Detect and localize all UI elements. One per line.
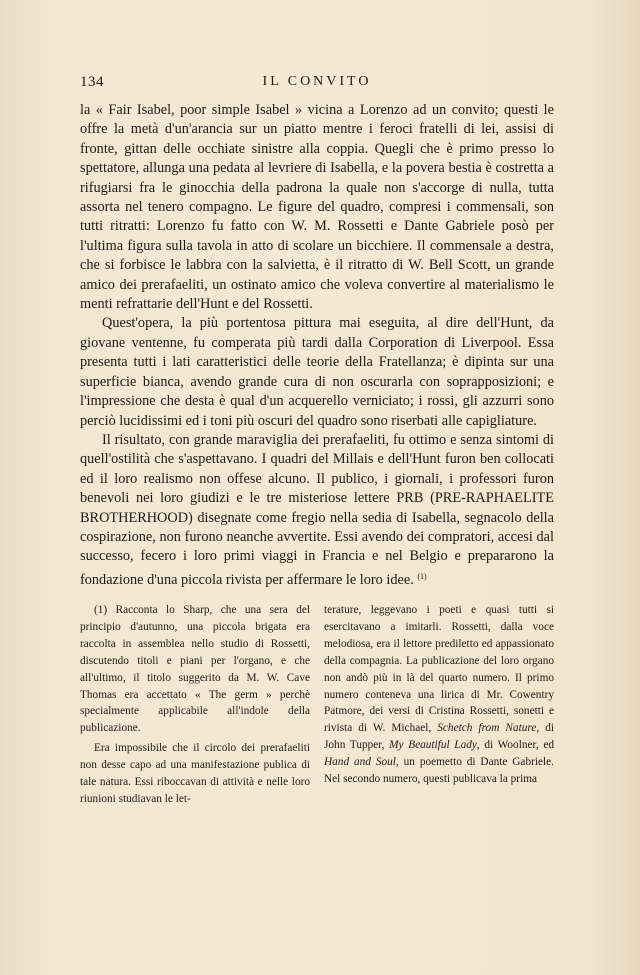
- page-number: 134: [80, 74, 104, 90]
- paragraph: la « Fair Isabel, poor simple Isabel » vicina a Lorenzo ad un convito; questi le offre la metà d'un'arancia sur un piatto mentre i feroci fratelli di lei, assisi di fronte, gittan delle occhiate sinistre alla coppia. Quegli che è primo presso lo spettatore, allunga una pedata al levriere di Isabella, e la povera bestia è costretta a rifugiarsi fra le ginocchia della padrona la quale non s'accorge di nulla, tutta assorta nel tenero compagno. Le figure del quadro, compresi i commensali, son tutti ritratti: Lorenzo fu fatto con W. M. Rossetti e Dante Gabriele posò per l'ultima figura sulla tavola in atto di scolare un bicchiere. Il commensale a destra, che si forbisce le labbra con la salvietta, è il ritratto di W. Bell Scott, un grande amico dei prerafaeliti, un ostinato amico che voleva convertire al materialismo le menti refrattarie dell'Hunt e del Rossetti.: [80, 102, 554, 313]
- paragraph: Quest'opera, la più portentosa pittura mai eseguita, al dire dell'Hunt, da giovane ventenne, fu comperata più tardi dalla Corporation di Liverpool. Essa presenta tutti i lati caratteristici delle teorie della Fratellanza; è dipinta sur una superficie bianca, avendo grande cura di non oscurarla con soprapposizioni; e l'impressione che desta è qual d'un acquerello verniciato; i rossi, gli azzurri sono perciò lucidissimi ed i toni più oscuri del quadro sono riserbati alle capigliature.: [80, 315, 554, 429]
- footnote-column-right: [324, 602, 554, 808]
- footnote-paragraph-continued: [324, 602, 554, 788]
- running-title: IL CONVITO: [262, 74, 372, 89]
- footnote-title: Schetch from Nature: [437, 722, 537, 735]
- page-header: [80, 74, 554, 94]
- footnotes: [80, 602, 554, 808]
- footnote-text: terature, leggevano i poeti e quasi tutti si esercitavano a imitarli. Rossetti, dalla voce melodiosa, era il lettore prediletto ed appassionato della compagnia. La publicazione del loro organo non andò più in là del quarto numero. Il primo numero conteneva una lirica di Mr. Cowentry Patmore, dei versi di Cristina Rossetti, sonetti e rivista di W. Michael,: [324, 604, 554, 735]
- paragraph: [80, 431, 554, 590]
- footnote-title: My Beautiful Lady: [389, 739, 477, 752]
- paragraph-text: Il risultato, con grande maraviglia dei prerafaeliti, fu ottimo e senza sintomi di quell'ostilità che s'aspettavano. I quadri del Millais e dell'Hunt furon ben collocati ed il loro realismo non offese alcuno. Il publico, i giornali, i professori furon benevoli nei loro giudizi e le tre misteriose lettere PRB (PRE-RAPHAELITE BROTHERHOOD) disegnate come fregio nella sedia di Isabella, segnacolo della cospirazione, non furono neanche avvertite. Essi avendo dei compratori, accesi dal successo, fecero i loro primi viaggi in Francia e nel Belgio e prepararono la fondazione d'una piccola rivista per affermare le loro idee.: [80, 431, 554, 588]
- footnote-text: , di Woolner, ed: [476, 739, 554, 752]
- footnote-column-left: [80, 602, 310, 808]
- footnote-text: , un poemetto di Dante Gabriele. Nel secondo numero, questi publicava la prima: [324, 756, 554, 786]
- footnote-paragraph: (1) Racconta lo Sharp, che una sera del principio d'autunno, una piccola brigata era raccolta in assemblea nello studio di Rossetti, discutendo titoli e piani per l'organo, e che all'ultimo, il titolo suggerito da M. W. Cave Thomas era accettato « The germ » perchè specialmente applicabile all'indole della publicazione.: [80, 604, 310, 735]
- footnote-marker: (1): [417, 571, 427, 581]
- footnote-title: Hand and Soul: [324, 756, 396, 769]
- footnote-paragraph: Era impossibile che il circolo dei prerafaeliti non desse capo ad una manifestazione publica di tale natura. Essi riboccavan di attività e nelle loro riunioni studiavan le let-: [80, 742, 310, 805]
- footnote-text: , di John Tupper,: [324, 722, 555, 752]
- main-text: [80, 101, 554, 590]
